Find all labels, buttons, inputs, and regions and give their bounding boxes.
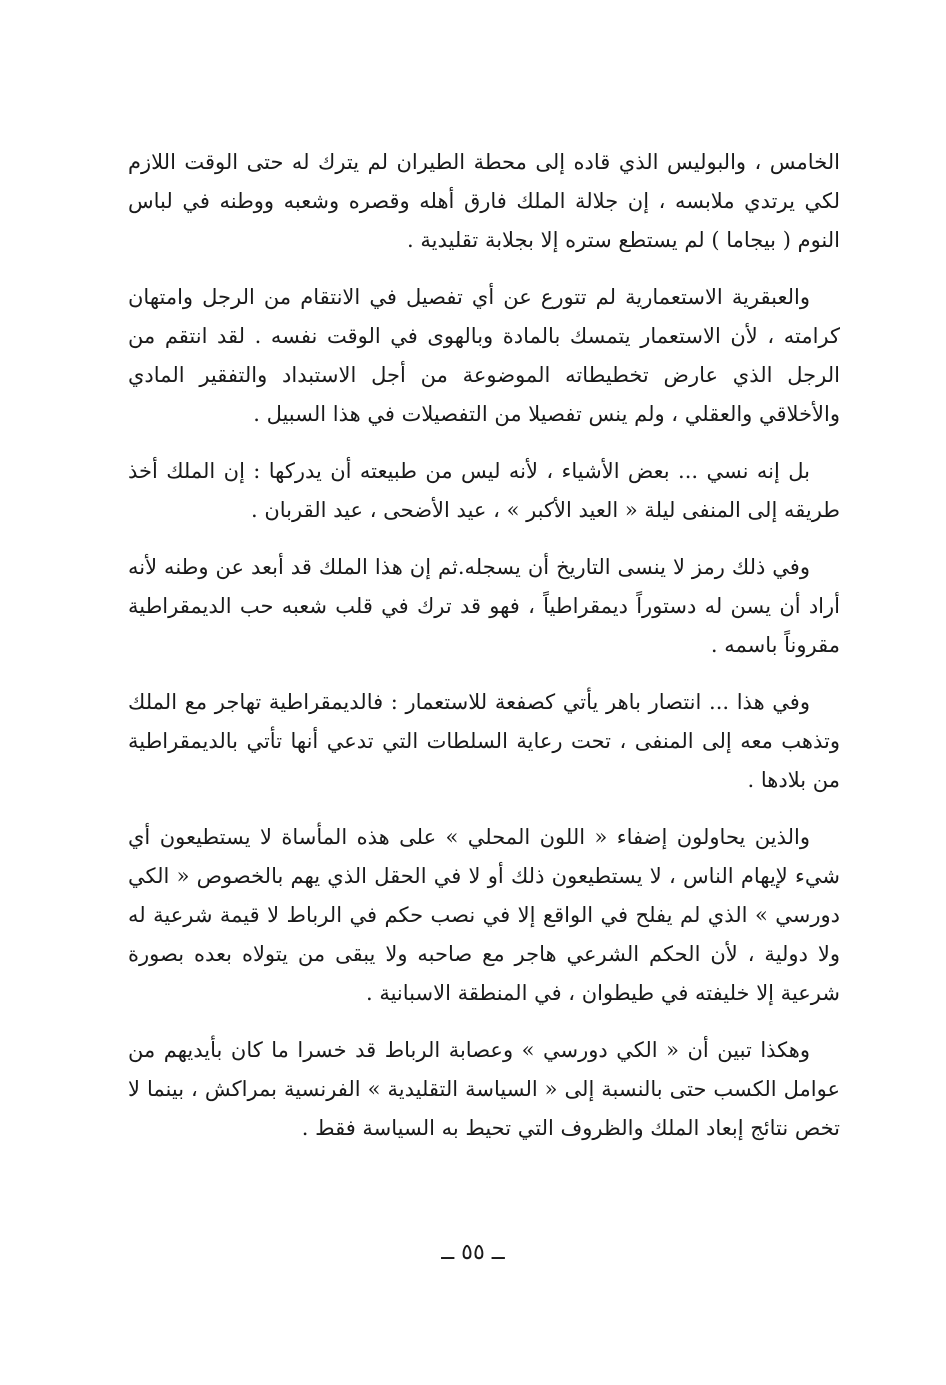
paragraph-3: بل إنه نسي ... بعض الأشياء ، لأنه ليس من طبيعته أن يدركها : إن الملك أخذ طريقه إلى المنفى ليلة « العيد الأكبر » ، عيد الأضحى ، عيد القربان . bbox=[128, 459, 840, 522]
paragraph-2: والعبقرية الاستعمارية لم تتورع عن أي تفصيل في الانتقام من الرجل وامتهان كرامته ، لأن الاستعمار يتمسك بالمادة وبالهوى في الوقت نفسه . لقد انتقم من الرجل الذي عارض تخطيطاته الموضوعة من أجل الاستبداد والتفقير المادي والأخلاقي والعقلي ، ولم ينس تفصيلا من التفصيلات في هذا السبيل . bbox=[128, 285, 840, 426]
page-number: ــ ٥٥ ــ bbox=[441, 1240, 505, 1265]
paragraph-6: والذين يحاولون إضفاء « اللون المحلي » على هذه المأساة لا يستطيعون أي شيء لإيهام الناس ، لا يستطيعون ذلك أو لا في الحقل الذي يهم بالخصوص « الكي دورسي » الذي لم يفلح في الواقع إلا في نصب حكم في الرباط لا قيمة شرعية له ولا دولية ، لأن الحكم الشرعي هاجر مع صاحبه ولا يبقى من يتولاه بعده بصورة شرعية إلا خليفته في طيطوان ، في المنطقة الاسبانية . bbox=[128, 825, 840, 1005]
page-body bbox=[128, 143, 840, 1166]
paragraph-7: وهكذا تبين أن « الكي دورسي » وعصابة الرباط قد خسرا ما كان بأيديهم من عوامل الكسب حتى بالنسبة إلى « السياسة التقليدية » الفرنسية بمراكش ، بينما لا تخص نتائج إبعاد الملك والظروف التي تحيط به السياسة فقط . bbox=[128, 1038, 840, 1140]
paragraph-5: وفي هذا ... انتصار باهر يأتي كصفعة للاستعمار : فالديمقراطية تهاجر مع الملك وتذهب معه إلى المنفى ، تحت رعاية السلطات التي تدعي أنها تأتي بالديمقراطية من بلادها . bbox=[128, 690, 840, 792]
paragraph-1: الخامس ، والبوليس الذي قاده إلى محطة الطيران لم يترك له حتى الوقت اللازم لكي يرتدي ملابسه ، إن جلالة الملك فارق أهله وقصره وشعبه ووطنه في لباس النوم ( بيجاما ) لم يستطع ستره إلا بجلابة تقليدية . bbox=[128, 150, 840, 252]
paragraph-4: وفي ذلك رمز لا ينسى التاريخ أن يسجله.ثم إن هذا الملك قد أبعد عن وطنه لأنه أراد أن يسن له دستوراً ديمقراطياً ، فهو قد ترك في قلب شعبه حب الديمقراطية مقروناً باسمه . bbox=[128, 555, 840, 657]
